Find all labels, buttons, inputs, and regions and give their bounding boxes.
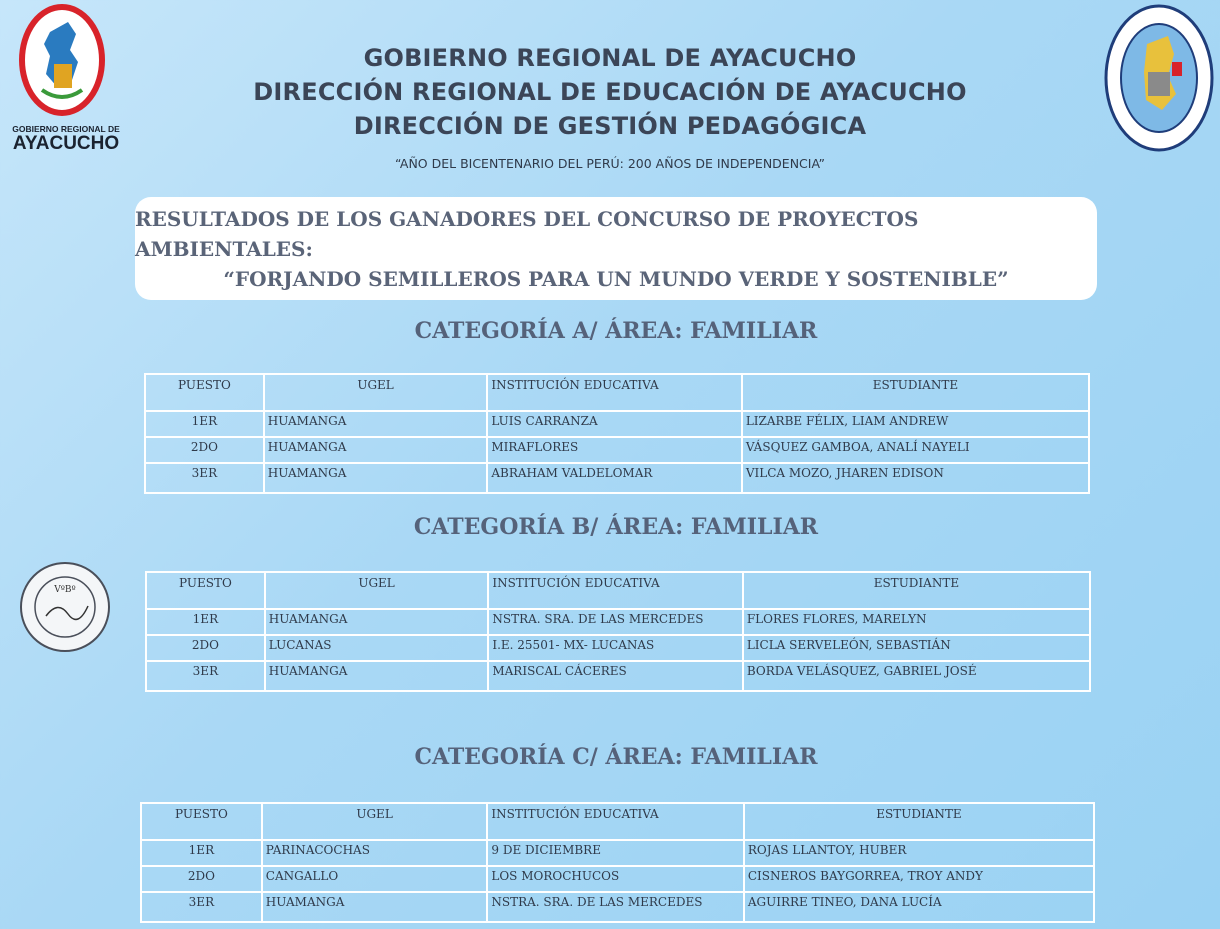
ie-cell: MARISCAL CÁCERES [488,661,742,691]
year-subtitle: “AÑO DEL BICENTENARIO DEL PERÚ: 200 AÑOS DE INDEPENDENCIA” [395,156,825,171]
col-estudiante: ESTUDIANTE [744,803,1094,840]
category-b-table [145,571,1091,692]
results-banner [135,197,1097,300]
col-ie: INSTITUCIÓN EDUCATIVA [487,803,743,840]
table-row [145,411,1089,437]
ie-cell: NSTRA. SRA. DE LAS MERCEDES [488,609,742,635]
ie-cell: MIRAFLORES [487,437,741,463]
estudiante-cell: LIZARBE FÉLIX, LIAM ANDREW [742,411,1089,437]
header [0,41,1220,143]
puesto-cell: 1ER [145,411,264,437]
col-puesto: PUESTO [146,572,265,609]
ugel-cell: PARINACOCHAS [262,840,488,866]
ugel-cell: LUCANAS [265,635,489,661]
estudiante-cell: CISNEROS BAYGORREA, TROY ANDY [744,866,1094,892]
puesto-cell: 3ER [145,463,264,493]
table-row [141,892,1094,922]
ugel-cell: HUAMANGA [264,437,488,463]
col-puesto: PUESTO [145,374,264,411]
col-estudiante: ESTUDIANTE [743,572,1090,609]
category-c-table [140,802,1095,923]
logo-caption-bottom: AYACUCHO [12,133,120,154]
estudiante-cell: AGUIRRE TINEO, DANA LUCÍA [744,892,1094,922]
category-a-title: CATEGORÍA A/ ÁREA: FAMILIAR [414,318,818,344]
ugel-cell: CANGALLO [262,866,488,892]
col-puesto: PUESTO [141,803,262,840]
ie-cell: ABRAHAM VALDELOMAR [487,463,741,493]
table-row [141,840,1094,866]
col-ugel: UGEL [262,803,488,840]
approval-seal [18,560,112,654]
header-line-3: DIRECCIÓN DE GESTIÓN PEDAGÓGICA [353,112,867,140]
col-ie: INSTITUCIÓN EDUCATIVA [488,572,742,609]
ie-cell: I.E. 25501- MX- LUCANAS [488,635,742,661]
estudiante-cell: FLORES FLORES, MARELYN [743,609,1090,635]
puesto-cell: 2DO [145,437,264,463]
puesto-cell: 3ER [146,661,265,691]
col-ugel: UGEL [265,572,489,609]
ugel-cell: HUAMANGA [265,661,489,691]
puesto-cell: 2DO [141,866,262,892]
col-ugel: UGEL [264,374,488,411]
table-row [146,661,1090,691]
banner-line-2: “FORJANDO SEMILLEROS PARA UN MUNDO VERDE Y SOSTENIBLE” [223,266,1009,291]
ugel-cell: HUAMANGA [262,892,488,922]
puesto-cell: 2DO [146,635,265,661]
ugel-cell: HUAMANGA [264,411,488,437]
estudiante-cell: LICLA SERVELEÓN, SEBASTIÁN [743,635,1090,661]
ie-cell: LUIS CARRANZA [487,411,741,437]
table-header-row [146,572,1090,609]
logo-caption-top: GOBIERNO REGIONAL DE [12,124,120,134]
ie-cell: LOS MOROCHUCOS [487,866,743,892]
estudiante-cell: BORDA VELÁSQUEZ, GABRIEL JOSÉ [743,661,1090,691]
ugel-cell: HUAMANGA [264,463,488,493]
col-estudiante: ESTUDIANTE [742,374,1089,411]
header-line-2: DIRECCIÓN REGIONAL DE EDUCACIÓN DE AYACUCHO [253,78,967,106]
puesto-cell: 1ER [141,840,262,866]
ugel-cell: HUAMANGA [265,609,489,635]
table-row [141,866,1094,892]
table-row [146,609,1090,635]
table-row [145,463,1089,493]
table-row [146,635,1090,661]
table-header-row [141,803,1094,840]
ie-cell: NSTRA. SRA. DE LAS MERCEDES [487,892,743,922]
estudiante-cell: VILCA MOZO, JHAREN EDISON [742,463,1089,493]
ie-cell: 9 DE DICIEMBRE [487,840,743,866]
table-row [145,437,1089,463]
seal-stamp-icon [18,560,112,654]
category-c-title: CATEGORÍA C/ ÁREA: FAMILIAR [414,744,818,770]
category-a-table [144,373,1090,494]
seal-vb: VºBº [54,585,76,595]
category-b-title: CATEGORÍA B/ ÁREA: FAMILIAR [413,514,819,540]
banner-line-1: RESULTADOS DE LOS GANADORES DEL CONCURSO DE PROYECTOS AMBIENTALES: [135,206,919,261]
puesto-cell: 3ER [141,892,262,922]
header-line-1: GOBIERNO REGIONAL DE AYACUCHO [363,44,857,72]
col-ie: INSTITUCIÓN EDUCATIVA [487,374,741,411]
puesto-cell: 1ER [146,609,265,635]
estudiante-cell: ROJAS LLANTOY, HUBER [744,840,1094,866]
table-header-row [145,374,1089,411]
estudiante-cell: VÁSQUEZ GAMBOA, ANALÍ NAYELI [742,437,1089,463]
